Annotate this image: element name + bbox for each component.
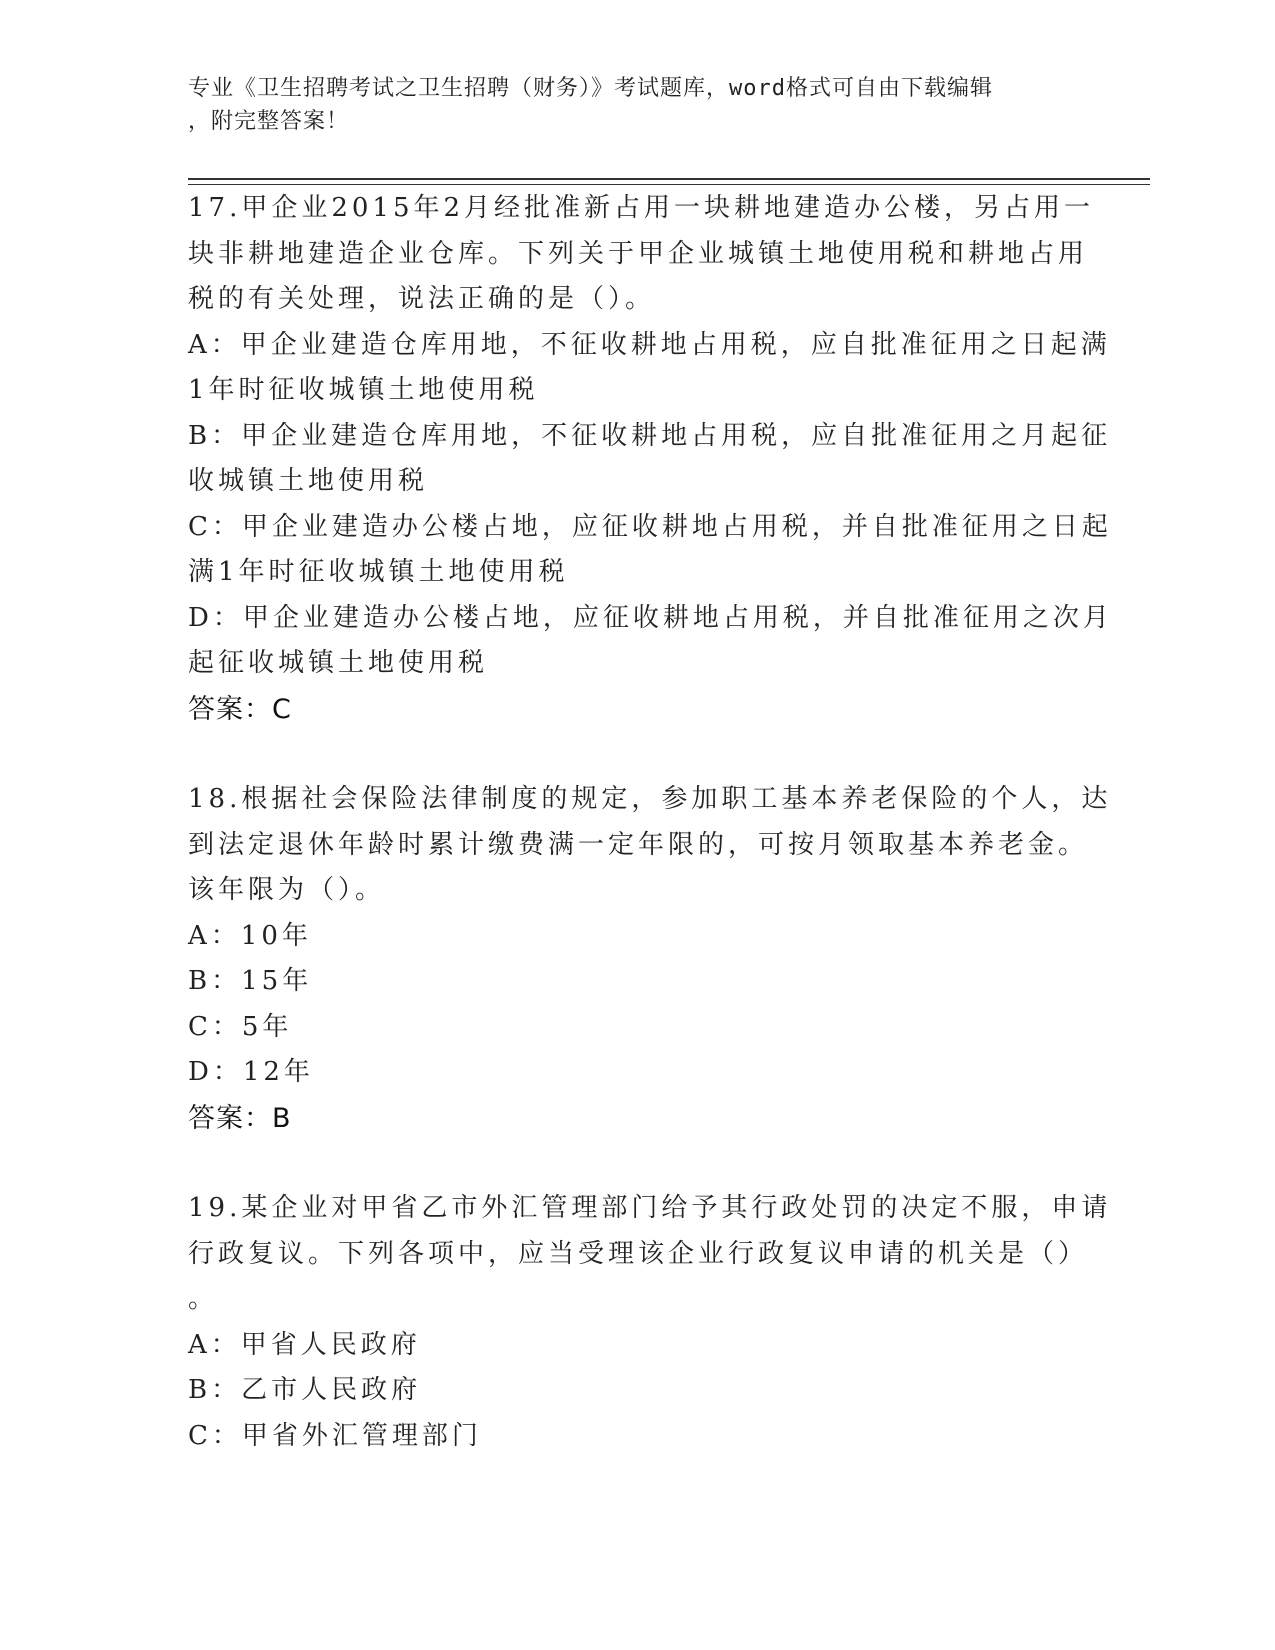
question-stem-line: 17.甲企业2015年2月经批准新占用一块耕地建造办公楼，另占用一 (188, 193, 1095, 223)
option-b-line: B：乙市人民政府 (188, 1375, 422, 1405)
option-d-line: D：甲企业建造办公楼占地，应征收耕地占用税，并自批准征用之次月 (188, 602, 1113, 633)
document-header (188, 72, 1068, 138)
header-line-1: 专业《卫生招聘考试之卫生招聘（财务）》考试题库，word格式可自由下载编辑 (188, 76, 993, 101)
question-stem-line: 19.某企业对甲省乙市外汇管理部门给予其行政处罚的决定不服，申请 (188, 1193, 1112, 1223)
option-c-line: C：5年 (188, 1011, 293, 1042)
option-a-line: A：甲省人民政府 (188, 1329, 421, 1360)
option-a-line: 1年时征收城镇土地使用税 (188, 375, 539, 405)
option-d-line: D：12年 (188, 1057, 314, 1087)
question-stem-line: 到法定退休年龄时累计缴费满一定年限的，可按月领取基本养老金。 (188, 829, 1089, 860)
option-b-line: B：甲企业建造仓库用地，不征收耕地占用税，应自批准征用之月起征 (188, 420, 1112, 451)
option-b-line: 收城镇土地使用税 (188, 466, 429, 496)
question-18 (188, 777, 1112, 1141)
question-stem-line: 税的有关处理，说法正确的是（）。 (188, 284, 656, 314)
header-line-2: ，附完整答案！ (188, 109, 350, 134)
option-c-line: C：甲省外汇管理部门 (188, 1420, 482, 1451)
question-stem-line: 该年限为（）。 (188, 875, 386, 905)
question-spacer (188, 1141, 1078, 1186)
option-d-line: 起征收城镇土地使用税 (188, 648, 489, 678)
option-b-line: B：15年 (188, 966, 313, 996)
header-divider-thin (188, 184, 1150, 185)
option-c-line: 满1年时征收城镇土地使用税 (188, 557, 569, 587)
question-19 (188, 1186, 1112, 1459)
option-c-line: C：甲企业建造办公楼占地，应征收耕地占用税，并自批准征用之日起 (188, 511, 1112, 542)
question-stem-line: 行政复议。下列各项中，应当受理该企业行政复议申请的机关是（） (188, 1238, 1089, 1269)
question-stem-line: 块非耕地建造企业仓库。下列关于甲企业城镇土地使用税和耕地占用 (188, 238, 1089, 269)
question-list (188, 186, 1113, 1459)
header-divider-thick (188, 178, 1150, 180)
answer-text: 答案：B (188, 1102, 292, 1134)
question-stem-line: 18.根据社会保险法律制度的规定，参加职工基本养老保险的个人，达 (188, 784, 1112, 814)
question-17 (188, 186, 1113, 732)
option-a-line: A：10年 (188, 920, 312, 951)
question-spacer (188, 732, 1078, 777)
option-a-line: A：甲企业建造仓库用地，不征收耕地占用税，应自批准征用之日起满 (188, 329, 1111, 360)
question-stem-line: 。 (188, 1284, 219, 1314)
answer-text: 答案：C (188, 693, 292, 725)
